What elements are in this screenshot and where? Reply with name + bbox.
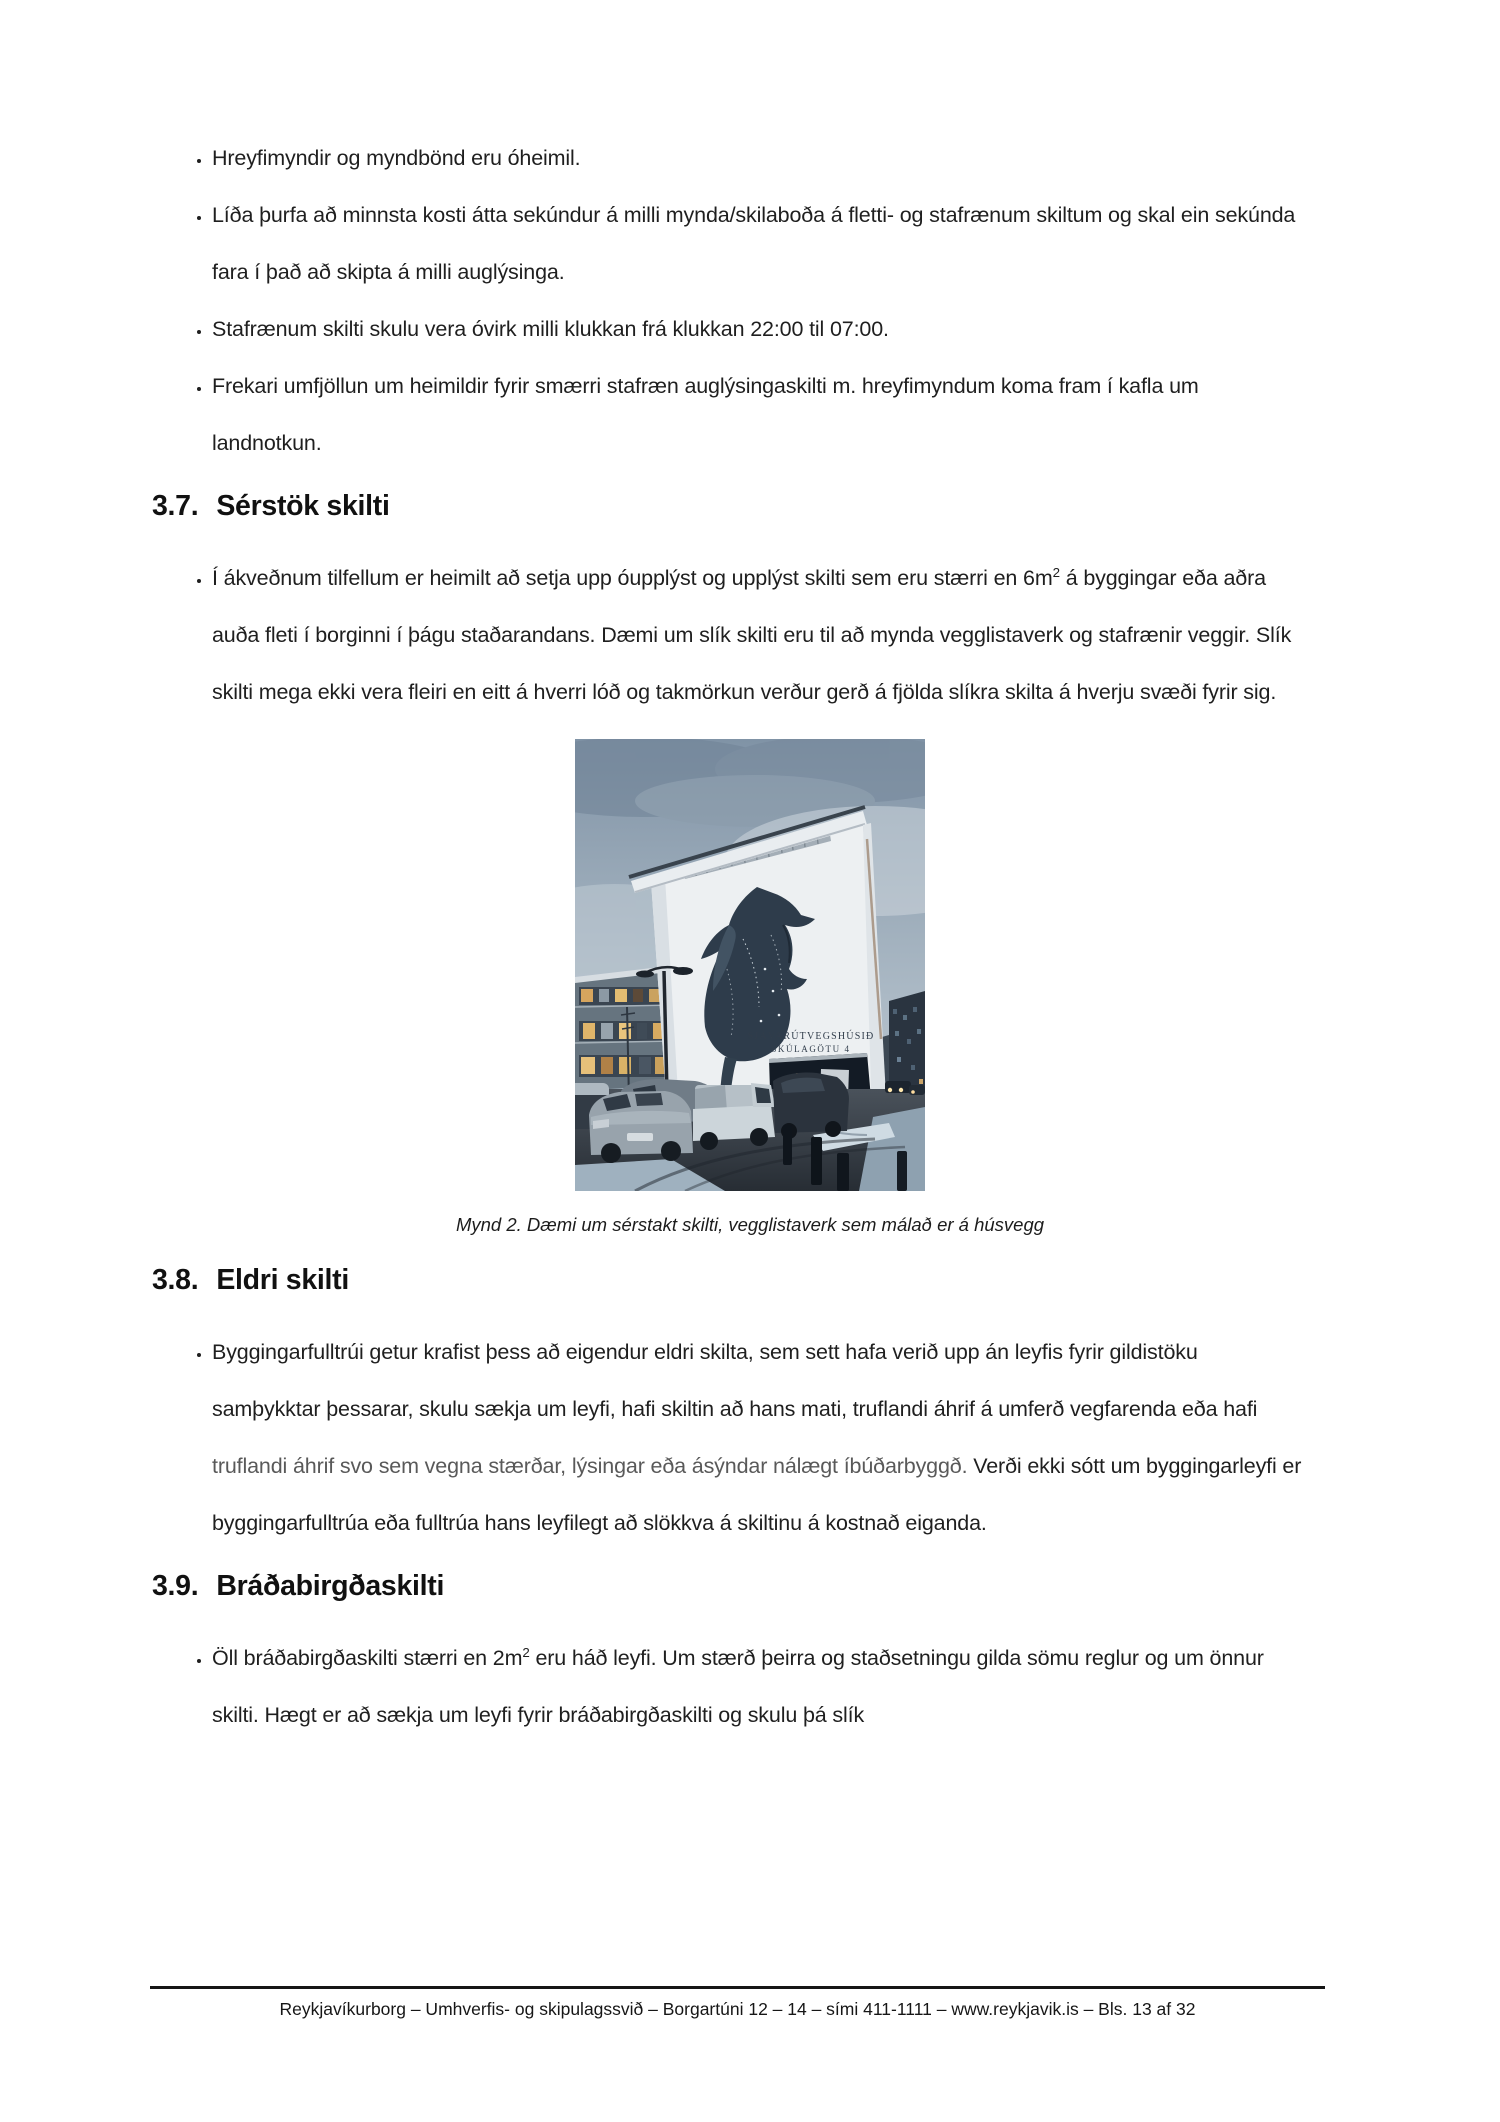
bullet-text: Öll bráðabirgðaskilti stærri en 2m <box>212 1646 523 1670</box>
section-number: 3.8. <box>152 1264 199 1296</box>
bullet-item: • Hreyfimyndir og myndbönd eru óheimil. <box>212 130 1302 187</box>
section-title: Eldri skilti <box>216 1264 349 1296</box>
bullet-text: eru háð leyfi. Um stærð þeirra og staðsetningu gilda sömu reglur og um önnur skilti. Hægt er að sækja um leyfi fyrir bráðabirgðaskilti og skulu þá slík <box>212 1646 1264 1727</box>
section-title: Bráðabirgðaskilti <box>216 1570 445 1602</box>
section-3-8-bullet-list <box>152 1324 1302 1552</box>
superscript-2: 2 <box>522 1644 530 1660</box>
building-sign-line1: SJÁVARÚTVEGSHÚSIÐ <box>747 1031 875 1042</box>
figure-caption: Mynd 2. Dæmi um sérstakt skilti, vegglistaverk sem málað er á húsvegg <box>455 1214 1045 1235</box>
bullet-text: Verði ekki sótt um byggingarleyfi er byggingarfulltrúa eða fulltrúa hans leyfilegt að slökkva á skiltinu á kostnað eiganda. <box>212 1454 1302 1535</box>
section-heading-3-7 <box>152 488 1302 524</box>
bullet-item <box>212 550 1302 721</box>
bullet-item <box>212 1630 1302 1744</box>
building-sign-line2: SKÚLAGÖTU 4 <box>771 1044 851 1054</box>
page-footer <box>150 1986 1325 2020</box>
bullet-text: Byggingarfulltrúi getur krafist þess að eigendur eldri skilta, sem sett hafa verið upp án leyfis fyrir gildistöku samþykktar þessarar, skulu sækja um leyfi, hafi skiltin að hans mati, truflandi áhrif á umferð vegfarenda eða hafi <box>212 1340 1258 1421</box>
bullet-text-muted: truflandi áhrif svo sem vegna stærðar, lýsingar eða ásýndar nálægt íbúðarbyggð. <box>212 1454 968 1478</box>
bullet-text: Í ákveðnum tilfellum er heimilt að setja upp óupplýst og upplýst skilti sem eru stærri en 6m <box>212 566 1053 590</box>
section-number: 3.7. <box>152 490 199 522</box>
section-heading-3-9 <box>152 1568 1302 1604</box>
figure-photo <box>455 739 1045 1238</box>
section-3-9-bullet-list <box>152 1630 1302 1744</box>
bullet-item <box>212 1324 1302 1552</box>
photo-building-mural <box>575 739 925 1191</box>
bullet-item: • Stafrænum skilti skulu vera óvirk milli klukkan frá klukkan 22:00 til 07:00. <box>212 301 1302 358</box>
intro-bullet-list <box>152 130 1302 472</box>
section-3-7-bullet-list <box>152 550 1302 721</box>
page-content <box>152 130 1302 1744</box>
bullet-item: • Líða þurfa að minnsta kosti átta sekúndur á milli mynda/skilaboða á fletti- og stafrænum skiltum og skal ein sekúnda fara í það að skipta á milli auglýsinga. <box>212 187 1302 301</box>
footer-text: Reykjavíkurborg – Umhverfis- og skipulagssvið – Borgartúni 12 – 14 – sími 411-1111 – www.reykjavik.is – Bls. 13 af 32 <box>279 1999 1196 2019</box>
section-title: Sérstök skilti <box>216 490 390 522</box>
bullet-item: • Frekari umfjöllun um heimildir fyrir smærri stafræn auglýsingaskilti m. hreyfimyndum koma fram í kafla um landnotkun. <box>212 358 1302 472</box>
section-heading-3-8 <box>152 1262 1302 1298</box>
superscript-2: 2 <box>1052 564 1060 580</box>
section-number: 3.9. <box>152 1570 199 1602</box>
bullet-text: á byggingar eða aðra auða fleti í borginni í þágu staðarandans. Dæmi um slík skilti eru til að mynda vegglistaverk og stafrænir veggir. Slík skilti mega ekki vera fleiri en eitt á hverri lóð og takmörkun verður gerð á fjölda slíkra skilta á hverju svæði fyrir sig. <box>212 566 1292 704</box>
